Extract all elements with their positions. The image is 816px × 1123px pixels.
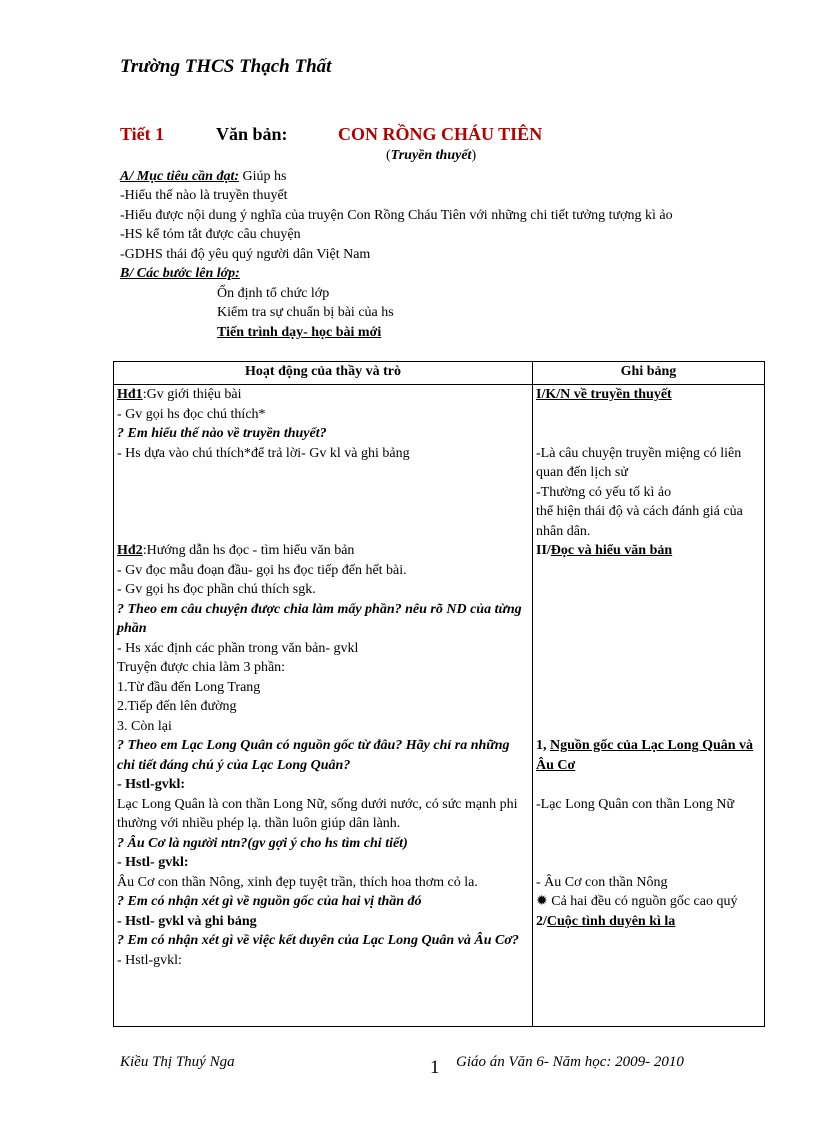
- steps-heading: B/ Các bước lên lớp:: [120, 266, 240, 281]
- footer-author: Kiều Thị Thuý Nga: [120, 1054, 235, 1070]
- step-item: Kiểm tra sự chuẩn bị bài của hs: [217, 305, 394, 320]
- footer-doc-info: Giáo án Văn 6- Năm học: 2009- 2010: [456, 1054, 684, 1070]
- board-cell: I/K/N về truyền thuyết -Là câu chuyện truyền miệng có liên quan đến lịch sử -Thường có yếu tố kì ảo thể hiện thái độ và cách đánh giá của nhân dân. II/Đọc và hiểu văn bản 1, Nguồn gốc của Lạc Long Quân và Âu Cơ -Lạc Long Quân con thần Long Nữ - Âu Cơ con thần Nông ✹ Cả hai đều có nguồn gốc cao quý 2/Cuộc tình duyên kì la: [533, 385, 765, 1027]
- col-board-header: Ghi bảng: [533, 362, 765, 385]
- step-item: Ổn định tổ chức lớp: [217, 286, 330, 301]
- story-title: CON RỒNG CHÁU TIÊN: [338, 124, 543, 144]
- objective-item: -HS kể tóm tắt được câu chuyện: [120, 227, 301, 242]
- lesson-number: Tiết 1: [120, 124, 165, 144]
- col-activities-header: Hoạt động của thầy và trò: [114, 362, 533, 385]
- objective-item: -Hiểu thế nào là truyền thuyết: [120, 188, 288, 203]
- star-bullet-icon: ✹: [536, 894, 548, 909]
- objective-item: -GDHS thái độ yêu quý người dân Việt Nam: [120, 247, 371, 262]
- page-number: 1: [430, 1057, 440, 1078]
- objective-item: -Hiểu được nội dung ý nghĩa của truyện Con Rồng Cháu Tiên với những chi tiết tưởng tượng kì ảo: [120, 208, 673, 223]
- school-header: Trường THCS Thạch Thất: [120, 56, 332, 77]
- objectives-heading-line: A/ Mục tiêu cần đạt: Giúp hs: [120, 169, 287, 184]
- activities-cell: Hđ1:Gv giới thiệu bài - Gv gọi hs đọc chú thích* ? Em hiểu thế nào về truyền thuyết? - Hs dựa vào chú thích*để trả lời- Gv kl và ghi bảng Hđ2:Hướng dẫn hs đọc - tìm hiểu văn bản - Gv đọc mẫu đoạn đầu- gọi hs đọc tiếp đến hết bài. - Gv gọi hs đọc phần chú thích sgk. ? Theo em câu chuyện được chia làm mấy phần? nêu rõ ND của từng phần - Hs xác định các phần trong văn bản- gvkl Truyện được chia làm 3 phần: 1.Từ đầu đến Long Trang 2.Tiếp đến lên đường 3. Còn lại ? Theo em Lạc Long Quân có nguồn gốc từ đâu? Hãy chỉ ra những chi tiết đáng chú ý của Lạc Long Quân? - Hstl-gvkl: Lạc Long Quân là con thần Long Nữ, sống dưới nước, có sức mạnh phi thường với nhiều phép lạ. thần luôn giúp dân lành. ? Âu Cơ là người ntn?(gv gợi ý cho hs tìm chi tiết) - Hstl- gvkl: Âu Cơ con thần Nông, xinh đẹp tuyệt trần, thích hoa thơm cỏ la. ? Em có nhận xét gì về nguồn gốc của hai vị thần đó - Hstl- gvkl và ghi bảng ? Em có nhận xét gì về việc kết duyên của Lạc Long Quân và Âu Cơ? - Hstl-gvkl:: [114, 385, 533, 1027]
- genre-subtitle: (Truyền thuyết): [386, 148, 477, 163]
- lesson-table: [113, 361, 765, 1027]
- text-label: Văn bản:: [216, 124, 288, 144]
- lesson-progress-heading: Tiến trình dạy- học bài mới: [217, 325, 382, 340]
- objectives-heading: A/ Mục tiêu cần đạt:: [120, 169, 240, 184]
